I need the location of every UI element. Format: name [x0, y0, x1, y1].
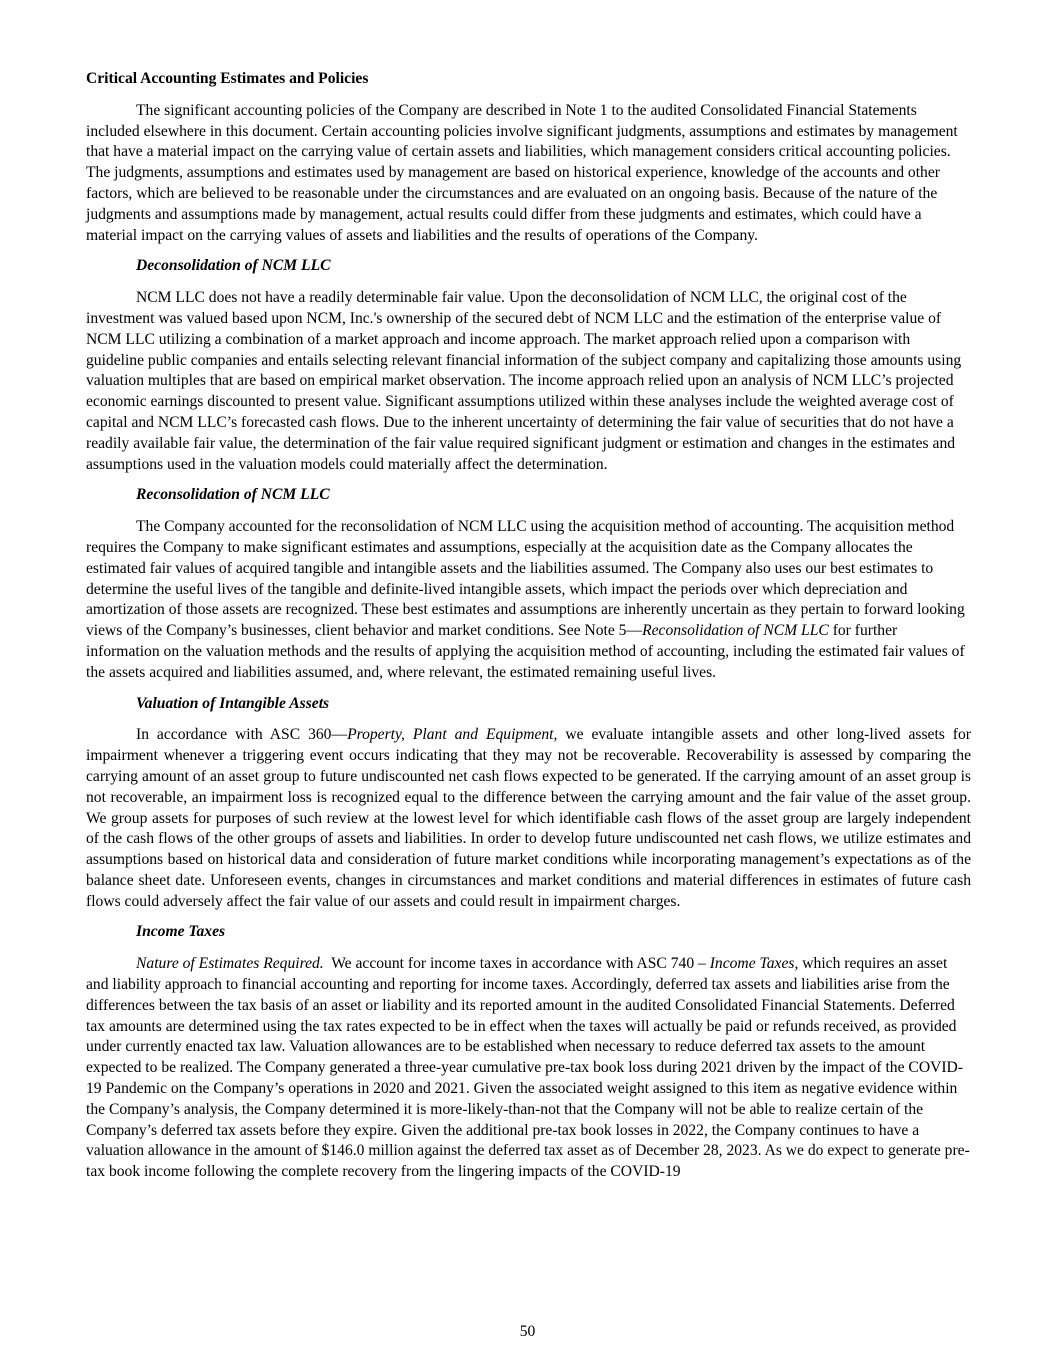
income-taxes-lead: Nature of Estimates Required.	[136, 955, 324, 973]
section-heading: Critical Accounting Estimates and Policies	[86, 70, 369, 87]
income-taxes-asc-reference: Income Taxes,	[709, 955, 799, 973]
intro-paragraph: The significant accounting policies of the Company are described in Note 1 to the audited Consolidated Financial Statements included elsewhere in this document. Certain accounting policies involve significant judgments, assumptions and estimates by management that have a material impact on the carrying value of certain assets and liabilities, which management considers critical accounting policies. The judgments, assumptions and estimates used by management are based on historical experience, knowledge of the accounts and other factors, which are believed to be reasonable under the circumstances and are evaluated on an ongoing basis. Because of the nature of the judgments and assumptions made by management, actual results could differ from these judgments and estimates, which could have a material impact on the carrying values of assets and liabilities and the results of operations of the Company.	[86, 101, 958, 244]
income-taxes-text-2: which requires an asset and liability approach to financial accounting and reporting for income taxes. Accordingly, deferred tax assets and liabilities arise from the differences between the tax basis of an asset or liability and its reported amount in the audited Consolidated Financial Statements. Deferred tax amounts are determined using the tax rates expected to be in effect when the taxes will actually be paid or refunds received, as provided under currently enacted tax law. Valuation allowances are to be established when necessary to reduce deferred tax assets to the amount expected to be realized. The Company generated a three-year cumulative pre-tax book loss during 2021 driven by the impact of the COVID-19 Pandemic on the Company’s operations in 2020 and 2021. Given the associated weight assigned to this item as negative evidence within the Company’s analysis, the Company determined it is more-likely-than-not that the Company will not be able to realize certain of the Company’s deferred tax assets before they expire. Given the additional pre-tax book losses in 2022, the Company continues to have a valuation allowance in the amount of $146.0 million against the deferred tax asset as of December 28, 2023. As we do expect to generate pre-tax book income following the complete recovery from the lingering impacts of the COVID-19	[86, 955, 970, 1181]
page-number: 50	[519, 1323, 536, 1340]
reconsolidation-text-2: for further information on the valuation methods and the results of applying the acquisition method of accounting, including the estimated fair values of the assets acquired and liabilities assumed, and, where relevant, the estimated remaining useful lives.	[86, 622, 965, 681]
deconsolidation-paragraph: NCM LLC does not have a readily determinable fair value. Upon the deconsolidation of NCM LLC, the original cost of the investment was valued based upon NCM, Inc.'s ownership of the secured debt of NCM LLC and the estimation of the enterprise value of NCM LLC utilizing a combination of a market approach and income approach. The market approach relied upon a comparison with guideline public companies and entails selecting relevant financial information of the subject company and capitalizing those amounts using valuation multiples that are based on empirical market observation. The income approach relied upon an analysis of NCM LLC’s projected economic earnings discounted to present value. Significant assumptions utilized within these analyses include the weighted average cost of capital and NCM LLC’s forecasted cash flows. Due to the inherent uncertainty of determining the fair value of securities that do not have a readily available fair value, the determination of the fair value required significant judgment or estimation and changes in the estimates and assumptions used in the valuation models could materially affect the determination.	[86, 289, 962, 473]
intangibles-paragraph	[86, 725, 971, 912]
reconsolidation-text-1: The Company accounted for the reconsolidation of NCM LLC using the acquisition method of accounting. The acquisition method requires the Company to make significant estimates and assumptions, especially at the acquisition date as the Company allocates the estimated fair values of acquired tangible and intangible assets and the liabilities assumed. The Company also uses our best estimates to determine the useful lives of the tangible and definite-lived intangible assets, which impact the periods over which depreciation and amortization of those assets are recognized. These best estimates and assumptions are inherently uncertain as they pertain to forward looking views of the Company’s businesses, client behavior and market conditions. See Note 5—	[86, 518, 965, 640]
income-taxes-paragraph	[86, 954, 971, 1183]
intangibles-text-1: In accordance with ASC 360—	[136, 726, 348, 744]
reconsolidation-note-reference: Reconsolidation of NCM LLC	[642, 622, 829, 640]
reconsolidation-paragraph	[86, 517, 971, 683]
intangibles-text-2: we evaluate intangible assets and other long-lived assets for impairment whenever a triggering event occurs indicating that they may not be recoverable. Recoverability is assessed by comparing the carrying amount of an asset group to future undiscounted net cash flows expected to be generated. If the carrying amount of an asset group is not recoverable, an impairment loss is recognized equal to the difference between the carrying amount and the fair value of the asset group. We group assets for purposes of such review at the lowest level for which identifiable cash flows of the asset group are largely independent of the cash flows of the other groups of assets and liabilities. In order to develop future undiscounted net cash flows, we utilize estimates and assumptions based on historical data and consideration of future market conditions while incorporating management’s expectations as of the balance sheet date. Unforeseen events, changes in circumstances and market conditions and material differences in estimates of future cash flows could adversely affect the fair value of our assets and could result in impairment charges.	[86, 726, 971, 910]
document-page	[86, 69, 971, 1183]
deconsolidation-heading: Deconsolidation of NCM LLC	[136, 257, 331, 275]
income-taxes-heading: Income Taxes	[136, 923, 226, 941]
reconsolidation-heading: Reconsolidation of NCM LLC	[136, 486, 330, 504]
income-taxes-text-1: We account for income taxes in accordance with ASC 740 –	[323, 955, 710, 973]
intangibles-heading: Valuation of Intangible Assets	[136, 694, 330, 712]
intangibles-asc-reference: Property, Plant and Equipment,	[347, 726, 558, 744]
